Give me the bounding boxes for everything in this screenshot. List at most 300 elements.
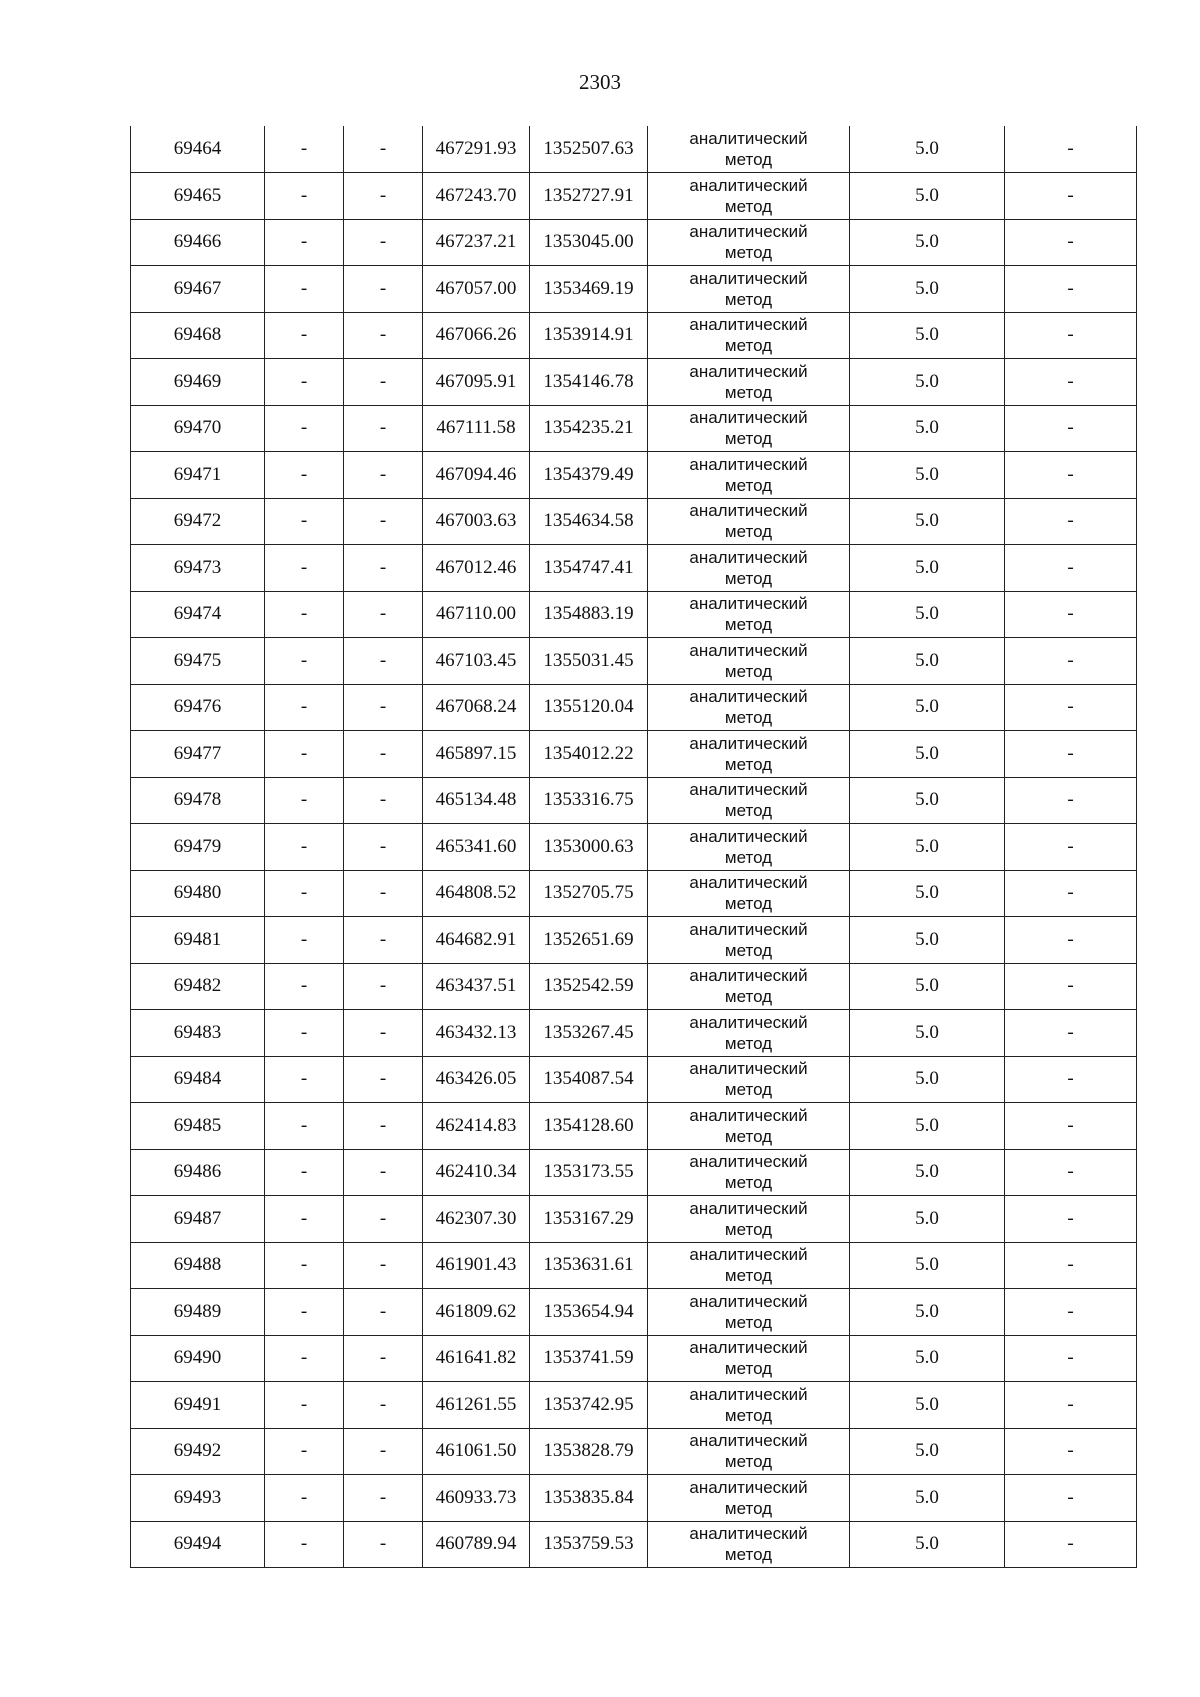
cell-point-number: 69471 (131, 452, 265, 499)
method-line: аналитический (689, 1105, 808, 1125)
table-row (131, 917, 1137, 964)
cell-y-coordinate: 1352542.59 (530, 963, 648, 1010)
cell-col3: - (344, 1010, 423, 1057)
cell-method (648, 359, 850, 406)
table-row (131, 1242, 1137, 1289)
cell-y-coordinate: 1352727.91 (530, 173, 648, 220)
cell-point-number: 69489 (131, 1289, 265, 1336)
method-line: аналитический (689, 1291, 808, 1311)
table-row (131, 312, 1137, 359)
cell-y-coordinate: 1355031.45 (530, 638, 648, 685)
cell-point-number: 69481 (131, 917, 265, 964)
cell-col3: - (344, 1289, 423, 1336)
method-line: метод (724, 1080, 773, 1100)
cell-y-coordinate: 1353654.94 (530, 1289, 648, 1336)
cell-x-coordinate: 463432.13 (423, 1010, 530, 1057)
cell-accuracy: 5.0 (850, 452, 1005, 499)
cell-col3: - (344, 359, 423, 406)
cell-accuracy: 5.0 (850, 1428, 1005, 1475)
cell-x-coordinate: 467103.45 (423, 638, 530, 685)
cell-col8: - (1005, 684, 1137, 731)
cell-accuracy: 5.0 (850, 1196, 1005, 1243)
cell-y-coordinate: 1354146.78 (530, 359, 648, 406)
cell-col2: - (265, 1149, 344, 1196)
cell-point-number: 69478 (131, 777, 265, 824)
cell-accuracy: 5.0 (850, 1475, 1005, 1522)
method-line: аналитический (689, 1477, 808, 1497)
method-line: метод (724, 289, 773, 309)
cell-accuracy: 5.0 (850, 1521, 1005, 1568)
cell-col3: - (344, 498, 423, 545)
cell-col3: - (344, 870, 423, 917)
cell-x-coordinate: 463437.51 (423, 963, 530, 1010)
method-line: аналитический (689, 733, 808, 753)
cell-accuracy: 5.0 (850, 1382, 1005, 1429)
cell-col2: - (265, 1196, 344, 1243)
method-line: аналитический (689, 873, 808, 893)
table-row (131, 1428, 1137, 1475)
method-line: метод (724, 150, 773, 169)
method-line: метод (724, 336, 773, 356)
table-row (131, 731, 1137, 778)
cell-accuracy: 5.0 (850, 219, 1005, 266)
cell-point-number: 69468 (131, 312, 265, 359)
cell-col2: - (265, 917, 344, 964)
cell-accuracy: 5.0 (850, 870, 1005, 917)
method-line: метод (724, 615, 773, 635)
cell-method (648, 1382, 850, 1429)
cell-point-number: 69476 (131, 684, 265, 731)
cell-col8: - (1005, 266, 1137, 313)
cell-method (648, 777, 850, 824)
method-line: аналитический (689, 1152, 808, 1172)
cell-point-number: 69473 (131, 545, 265, 592)
cell-col2: - (265, 452, 344, 499)
method-line: аналитический (689, 454, 808, 474)
cell-method (648, 1196, 850, 1243)
method-line: метод (724, 894, 773, 914)
cell-method (648, 1289, 850, 1336)
cell-col2: - (265, 498, 344, 545)
cell-method (648, 684, 850, 731)
table-row (131, 405, 1137, 452)
method-line: аналитический (689, 1198, 808, 1218)
cell-method (648, 870, 850, 917)
cell-col3: - (344, 545, 423, 592)
cell-col3: - (344, 405, 423, 452)
cell-col8: - (1005, 126, 1137, 173)
cell-x-coordinate: 467057.00 (423, 266, 530, 313)
table-row (131, 359, 1137, 406)
cell-point-number: 69494 (131, 1521, 265, 1568)
cell-y-coordinate: 1353469.19 (530, 266, 648, 313)
cell-x-coordinate: 465134.48 (423, 777, 530, 824)
cell-method (648, 1475, 850, 1522)
cell-x-coordinate: 462307.30 (423, 1196, 530, 1243)
cell-x-coordinate: 460933.73 (423, 1475, 530, 1522)
cell-method (648, 638, 850, 685)
cell-method (648, 173, 850, 220)
cell-x-coordinate: 465897.15 (423, 731, 530, 778)
cell-method (648, 1521, 850, 1568)
cell-col2: - (265, 545, 344, 592)
table-row (131, 173, 1137, 220)
method-line: метод (724, 1266, 773, 1286)
table-row (131, 638, 1137, 685)
table-row (131, 1335, 1137, 1382)
cell-y-coordinate: 1353173.55 (530, 1149, 648, 1196)
method-line: метод (724, 382, 773, 402)
cell-x-coordinate: 467012.46 (423, 545, 530, 592)
cell-x-coordinate: 463426.05 (423, 1056, 530, 1103)
method-line: метод (724, 1405, 773, 1425)
cell-col8: - (1005, 638, 1137, 685)
method-line: метод (724, 1545, 773, 1565)
cell-x-coordinate: 460789.94 (423, 1521, 530, 1568)
cell-y-coordinate: 1354012.22 (530, 731, 648, 778)
cell-x-coordinate: 467003.63 (423, 498, 530, 545)
cell-accuracy: 5.0 (850, 498, 1005, 545)
cell-accuracy: 5.0 (850, 545, 1005, 592)
cell-col8: - (1005, 777, 1137, 824)
cell-point-number: 69484 (131, 1056, 265, 1103)
method-line: аналитический (689, 175, 808, 195)
cell-y-coordinate: 1353316.75 (530, 777, 648, 824)
cell-y-coordinate: 1353741.59 (530, 1335, 648, 1382)
cell-accuracy: 5.0 (850, 1010, 1005, 1057)
cell-accuracy: 5.0 (850, 1056, 1005, 1103)
cell-accuracy: 5.0 (850, 1103, 1005, 1150)
cell-point-number: 69488 (131, 1242, 265, 1289)
cell-col2: - (265, 963, 344, 1010)
cell-col8: - (1005, 1521, 1137, 1568)
cell-y-coordinate: 1353000.63 (530, 824, 648, 871)
cell-y-coordinate: 1355120.04 (530, 684, 648, 731)
cell-method (648, 1428, 850, 1475)
cell-y-coordinate: 1353167.29 (530, 1196, 648, 1243)
cell-col2: - (265, 1056, 344, 1103)
table-row (131, 1196, 1137, 1243)
method-line: метод (724, 708, 773, 728)
cell-col8: - (1005, 1475, 1137, 1522)
cell-col2: - (265, 591, 344, 638)
method-line: аналитический (689, 222, 808, 242)
cell-col8: - (1005, 1149, 1137, 1196)
cell-point-number: 69464 (131, 126, 265, 173)
cell-x-coordinate: 467243.70 (423, 173, 530, 220)
cell-col2: - (265, 126, 344, 173)
method-line: аналитический (689, 826, 808, 846)
cell-col2: - (265, 1428, 344, 1475)
cell-col8: - (1005, 545, 1137, 592)
cell-col2: - (265, 638, 344, 685)
cell-x-coordinate: 464808.52 (423, 870, 530, 917)
cell-col8: - (1005, 731, 1137, 778)
cell-method (648, 452, 850, 499)
cell-col8: - (1005, 591, 1137, 638)
cell-col2: - (265, 1521, 344, 1568)
cell-accuracy: 5.0 (850, 963, 1005, 1010)
cell-y-coordinate: 1352651.69 (530, 917, 648, 964)
table-row (131, 1289, 1137, 1336)
cell-y-coordinate: 1353267.45 (530, 1010, 648, 1057)
cell-col2: - (265, 777, 344, 824)
method-line: аналитический (689, 1384, 808, 1404)
cell-point-number: 69491 (131, 1382, 265, 1429)
cell-col2: - (265, 1382, 344, 1429)
method-line: метод (724, 754, 773, 774)
cell-y-coordinate: 1354634.58 (530, 498, 648, 545)
cell-col2: - (265, 1010, 344, 1057)
cell-x-coordinate: 467111.58 (423, 405, 530, 452)
cell-point-number: 69472 (131, 498, 265, 545)
cell-method (648, 917, 850, 964)
cell-col8: - (1005, 1289, 1137, 1336)
cell-method (648, 266, 850, 313)
cell-point-number: 69475 (131, 638, 265, 685)
cell-col3: - (344, 1149, 423, 1196)
method-line: метод (724, 801, 773, 821)
cell-method (648, 219, 850, 266)
table-row (131, 498, 1137, 545)
method-line: аналитический (689, 129, 808, 148)
cell-col3: - (344, 824, 423, 871)
cell-method (648, 312, 850, 359)
table-row (131, 1103, 1137, 1150)
cell-col3: - (344, 452, 423, 499)
cell-col2: - (265, 731, 344, 778)
cell-x-coordinate: 467068.24 (423, 684, 530, 731)
page-number: 2303 (579, 70, 621, 94)
cell-method (648, 1242, 850, 1289)
cell-x-coordinate: 461901.43 (423, 1242, 530, 1289)
cell-y-coordinate: 1354128.60 (530, 1103, 648, 1150)
cell-col8: - (1005, 359, 1137, 406)
cell-method (648, 591, 850, 638)
cell-accuracy: 5.0 (850, 312, 1005, 359)
cell-y-coordinate: 1354087.54 (530, 1056, 648, 1103)
cell-point-number: 69486 (131, 1149, 265, 1196)
cell-x-coordinate: 462414.83 (423, 1103, 530, 1150)
cell-col3: - (344, 219, 423, 266)
cell-x-coordinate: 461809.62 (423, 1289, 530, 1336)
cell-col3: - (344, 917, 423, 964)
cell-point-number: 69490 (131, 1335, 265, 1382)
cell-col8: - (1005, 405, 1137, 452)
method-line: метод (724, 661, 773, 681)
table-row (131, 1149, 1137, 1196)
cell-method (648, 824, 850, 871)
cell-method (648, 1010, 850, 1057)
cell-method (648, 126, 850, 173)
cell-accuracy: 5.0 (850, 591, 1005, 638)
cell-accuracy: 5.0 (850, 126, 1005, 173)
cell-accuracy: 5.0 (850, 1149, 1005, 1196)
cell-accuracy: 5.0 (850, 1289, 1005, 1336)
cell-col3: - (344, 266, 423, 313)
cell-point-number: 69493 (131, 1475, 265, 1522)
method-line: метод (724, 475, 773, 495)
cell-y-coordinate: 1354747.41 (530, 545, 648, 592)
cell-col2: - (265, 824, 344, 871)
method-line: аналитический (689, 1012, 808, 1032)
method-line: аналитический (689, 640, 808, 660)
method-line: метод (724, 1312, 773, 1332)
cell-col8: - (1005, 824, 1137, 871)
cell-col2: - (265, 1475, 344, 1522)
cell-x-coordinate: 467291.93 (423, 126, 530, 173)
cell-col3: - (344, 1382, 423, 1429)
cell-col8: - (1005, 452, 1137, 499)
table-row (131, 126, 1137, 173)
method-line: аналитический (689, 408, 808, 428)
table-row (131, 824, 1137, 871)
cell-method (648, 545, 850, 592)
cell-col2: - (265, 870, 344, 917)
method-line: метод (724, 1033, 773, 1053)
cell-col8: - (1005, 917, 1137, 964)
cell-x-coordinate: 461261.55 (423, 1382, 530, 1429)
coordinates-table (130, 126, 1137, 1568)
cell-y-coordinate: 1354883.19 (530, 591, 648, 638)
cell-accuracy: 5.0 (850, 917, 1005, 964)
table-row (131, 545, 1137, 592)
cell-col8: - (1005, 498, 1137, 545)
cell-col3: - (344, 638, 423, 685)
cell-method (648, 1056, 850, 1103)
table-row (131, 1475, 1137, 1522)
cell-x-coordinate: 462410.34 (423, 1149, 530, 1196)
cell-point-number: 69477 (131, 731, 265, 778)
cell-method (648, 1335, 850, 1382)
cell-col8: - (1005, 1382, 1137, 1429)
method-line: метод (724, 196, 773, 216)
method-line: аналитический (689, 966, 808, 986)
method-line: метод (724, 429, 773, 449)
table-row (131, 870, 1137, 917)
cell-col3: - (344, 731, 423, 778)
cell-point-number: 69470 (131, 405, 265, 452)
cell-x-coordinate: 464682.91 (423, 917, 530, 964)
method-line: аналитический (689, 547, 808, 567)
cell-col3: - (344, 1056, 423, 1103)
method-line: метод (724, 987, 773, 1007)
cell-accuracy: 5.0 (850, 266, 1005, 313)
cell-col8: - (1005, 312, 1137, 359)
cell-y-coordinate: 1353045.00 (530, 219, 648, 266)
cell-col2: - (265, 1103, 344, 1150)
cell-y-coordinate: 1353835.84 (530, 1475, 648, 1522)
cell-method (648, 963, 850, 1010)
cell-accuracy: 5.0 (850, 731, 1005, 778)
table-row (131, 591, 1137, 638)
method-line: аналитический (689, 594, 808, 614)
method-line: метод (724, 1173, 773, 1193)
cell-col3: - (344, 126, 423, 173)
method-line: метод (724, 1498, 773, 1518)
cell-y-coordinate: 1353828.79 (530, 1428, 648, 1475)
cell-method (648, 405, 850, 452)
cell-col3: - (344, 173, 423, 220)
method-line: метод (724, 1219, 773, 1239)
cell-x-coordinate: 467237.21 (423, 219, 530, 266)
cell-method (648, 1103, 850, 1150)
cell-col8: - (1005, 963, 1137, 1010)
cell-col8: - (1005, 1056, 1137, 1103)
cell-col8: - (1005, 1010, 1137, 1057)
table-row (131, 1521, 1137, 1568)
cell-col2: - (265, 1242, 344, 1289)
cell-col3: - (344, 1428, 423, 1475)
cell-accuracy: 5.0 (850, 405, 1005, 452)
cell-method (648, 1149, 850, 1196)
method-line: аналитический (689, 361, 808, 381)
cell-col3: - (344, 1335, 423, 1382)
method-line: аналитический (689, 1245, 808, 1265)
cell-col3: - (344, 312, 423, 359)
cell-y-coordinate: 1352507.63 (530, 126, 648, 173)
cell-accuracy: 5.0 (850, 173, 1005, 220)
method-line: метод (724, 847, 773, 867)
cell-col8: - (1005, 1335, 1137, 1382)
cell-col8: - (1005, 219, 1137, 266)
cell-accuracy: 5.0 (850, 1242, 1005, 1289)
cell-col8: - (1005, 1196, 1137, 1243)
method-line: аналитический (689, 268, 808, 288)
cell-accuracy: 5.0 (850, 684, 1005, 731)
cell-y-coordinate: 1354235.21 (530, 405, 648, 452)
cell-col2: - (265, 266, 344, 313)
cell-col8: - (1005, 173, 1137, 220)
cell-x-coordinate: 461061.50 (423, 1428, 530, 1475)
cell-point-number: 69483 (131, 1010, 265, 1057)
table-row (131, 452, 1137, 499)
method-line: метод (724, 522, 773, 542)
cell-col3: - (344, 777, 423, 824)
cell-point-number: 69469 (131, 359, 265, 406)
cell-point-number: 69482 (131, 963, 265, 1010)
cell-x-coordinate: 461641.82 (423, 1335, 530, 1382)
table-row (131, 266, 1137, 313)
cell-point-number: 69467 (131, 266, 265, 313)
cell-x-coordinate: 467095.91 (423, 359, 530, 406)
cell-accuracy: 5.0 (850, 1335, 1005, 1382)
cell-col3: - (344, 1521, 423, 1568)
cell-accuracy: 5.0 (850, 359, 1005, 406)
cell-point-number: 69485 (131, 1103, 265, 1150)
cell-col2: - (265, 312, 344, 359)
cell-col3: - (344, 963, 423, 1010)
table-body (131, 126, 1137, 1568)
method-line: аналитический (689, 919, 808, 939)
cell-col8: - (1005, 870, 1137, 917)
method-line: аналитический (689, 315, 808, 335)
cell-col2: - (265, 1335, 344, 1382)
cell-point-number: 69480 (131, 870, 265, 917)
cell-x-coordinate: 467110.00 (423, 591, 530, 638)
cell-col2: - (265, 405, 344, 452)
cell-y-coordinate: 1353914.91 (530, 312, 648, 359)
cell-col3: - (344, 1475, 423, 1522)
cell-x-coordinate: 467066.26 (423, 312, 530, 359)
method-line: метод (724, 1126, 773, 1146)
table-row (131, 1010, 1137, 1057)
method-line: метод (724, 243, 773, 263)
cell-point-number: 69479 (131, 824, 265, 871)
cell-point-number: 69466 (131, 219, 265, 266)
cell-accuracy: 5.0 (850, 824, 1005, 871)
table-row (131, 1382, 1137, 1429)
